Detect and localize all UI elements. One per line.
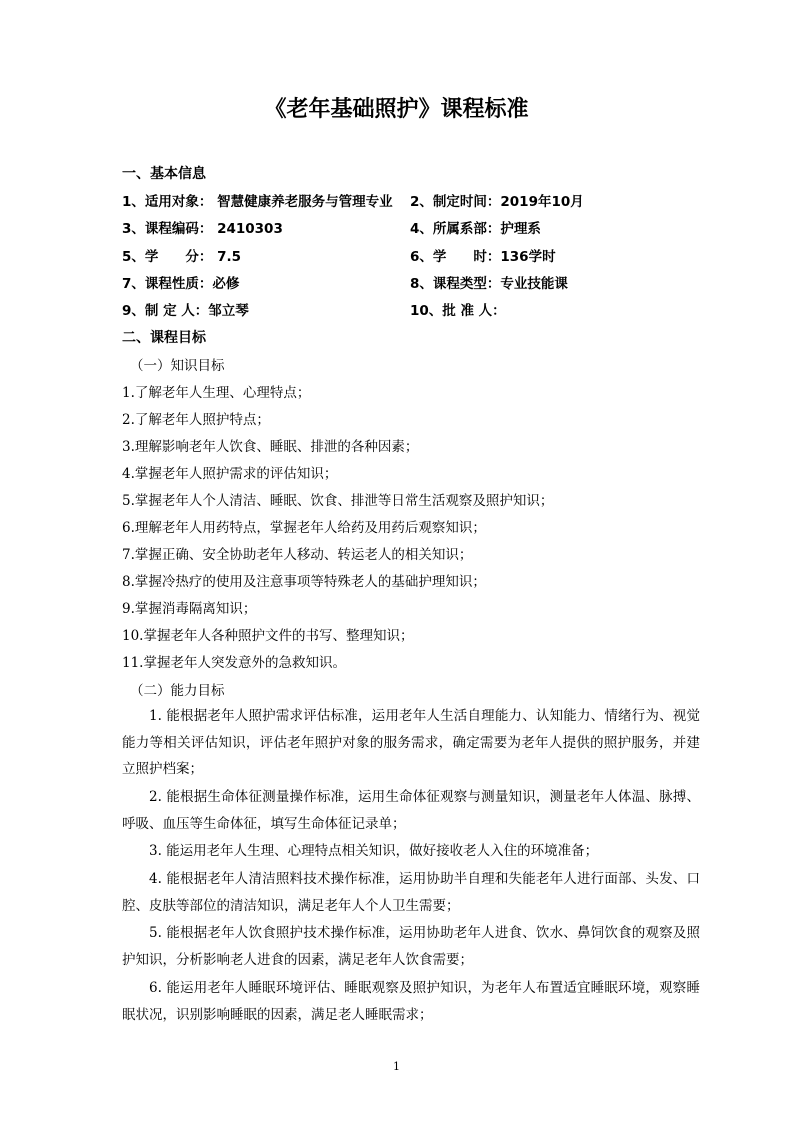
knowledge-item: 10.掌握老年人各种照护文件的书写、整理知识； (122, 628, 414, 644)
knowledge-item: 3.理解影响老年人饮食、睡眠、排泄的各种因素； (122, 439, 419, 455)
ability-item: 6. 能运用老年人睡眠环境评估、睡眠观察及照护知识，为老年人布置适宜睡眠环境，观察睡眠状况，识别影响睡眠的因素，满足老人睡眠需求； (122, 980, 700, 1023)
info-approver: 10、批 准 人： (410, 303, 506, 319)
info-date: 2、制定时间：2019年10月 (410, 194, 584, 210)
knowledge-item: 1.了解老年人生理、心理特点； (122, 385, 311, 401)
info-course-nature: 7、课程性质：必修 (122, 276, 240, 292)
info-credits: 5、学 分： 7.5 (122, 249, 242, 265)
knowledge-item: 5.掌握老年人个人清洁、睡眠、饮食、排泄等日常生活观察及照护知识； (122, 493, 554, 509)
knowledge-item: 8.掌握冷热疗的使用及注意事项等特殊老人的基础护理知识； (122, 574, 486, 590)
knowledge-item: 11.掌握老年人突发意外的急救知识。 (122, 655, 346, 671)
info-hours: 6、学 时：136学时 (410, 249, 556, 265)
knowledge-item: 2.了解老年人照护特点； (122, 412, 270, 428)
ability-item: 1. 能根据老年人照护需求评估标准，运用老年人生活自理能力、认知能力、情绪行为、视觉能力等相关评估知识，评估老年照护对象的服务需求，确定需要为老年人提供的照护服务，并建立照护档案； (122, 708, 700, 777)
knowledge-item: 9.掌握消毒隔离知识； (122, 601, 257, 617)
info-row (122, 190, 682, 210)
info-department: 4、所属系部：护理系 (410, 221, 541, 237)
info-author: 9、制 定 人：邹立琴 (122, 303, 249, 319)
ability-item: 4. 能根据老年人清洁照料技术操作标准，运用协助半自理和失能老年人进行面部、头发、口腔、皮肤等部位的清洁知识，满足老年人个人卫生需要； (122, 871, 700, 914)
ability-goals-heading: （二）能力目标 (130, 683, 225, 699)
ability-item: 5. 能根据老年人饮食照护技术操作标准，运用协助老年人进食、饮水、鼻饲饮食的观察及照护知识，分析影响老人进食的因素，满足老年人饮食需要； (122, 925, 700, 968)
ability-item: 3. 能运用老年人生理、心理特点相关知识，做好接收老人入住的环境准备； (149, 843, 599, 859)
ability-item: 2. 能根据生命体征测量操作标准，运用生命体征观察与测量知识，测量老年人体温、脉搏、呼吸、血压等生命体征，填写生命体征记录单； (122, 789, 700, 832)
info-row (122, 299, 682, 319)
knowledge-item: 7.掌握正确、安全协助老年人移动、转运老人的相关知识； (122, 547, 473, 563)
info-row (122, 272, 682, 292)
knowledge-item: 6.理解老年人用药特点，掌握老年人给药及用药后观察知识； (122, 520, 486, 536)
page-number: 1 (393, 1060, 400, 1073)
info-course-code: 3、课程编码： 2410303 (122, 221, 283, 237)
knowledge-item: 4.掌握老年人照护需求的评估知识； (122, 466, 338, 482)
info-applicable-target: 1、适用对象： 智慧健康养老服务与管理专业 (122, 194, 393, 210)
page-title: 《老年基础照护》课程标准 (264, 97, 529, 122)
info-row (122, 245, 682, 265)
section-heading-course-goals: 二、课程目标 (122, 330, 206, 346)
info-course-type: 8、课程类型：专业技能课 (410, 276, 568, 292)
knowledge-goals-heading: （一）知识目标 (130, 358, 225, 374)
info-row (122, 217, 682, 237)
section-heading-basic-info: 一、基本信息 (122, 166, 206, 182)
